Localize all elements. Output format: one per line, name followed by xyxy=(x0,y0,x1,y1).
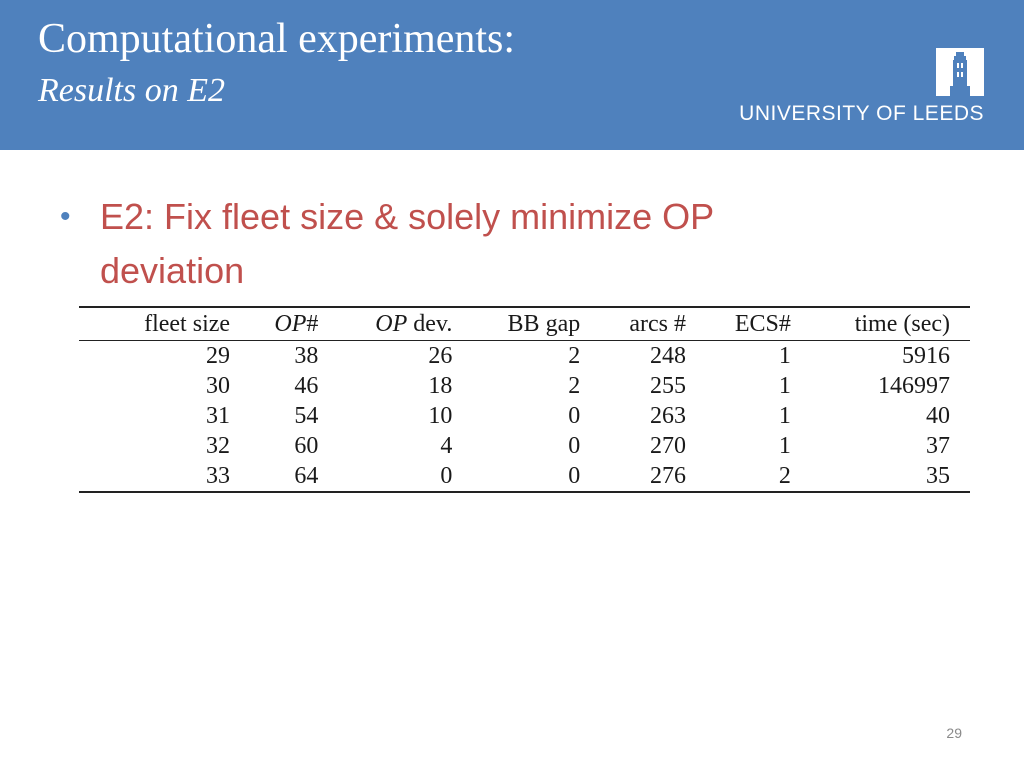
table-row xyxy=(79,431,970,461)
column-header xyxy=(600,307,706,341)
column-header xyxy=(79,307,250,341)
column-header-text: ECS# xyxy=(734,310,791,337)
table-cell: 2 xyxy=(778,462,791,489)
column-header xyxy=(338,307,472,341)
table-cell: 38 xyxy=(294,342,319,369)
table-cell: 0 xyxy=(440,462,453,489)
table-cell: 32 xyxy=(206,432,231,459)
bullet-icon: • xyxy=(60,200,71,233)
table-cell: 1 xyxy=(778,342,791,369)
table-cell: 1 xyxy=(778,432,791,459)
table-cell: 0 xyxy=(568,402,581,429)
table-cell: 270 xyxy=(649,432,686,459)
table-cell: 33 xyxy=(206,462,231,489)
tower-icon xyxy=(936,48,984,96)
column-header-suffix: dev. xyxy=(407,310,453,337)
table-cell: 10 xyxy=(428,402,453,429)
table-cell: 30 xyxy=(206,372,231,399)
table-row xyxy=(79,401,970,431)
table-cell: 276 xyxy=(649,462,686,489)
table-cell: 0 xyxy=(568,462,581,489)
column-header-text: fleet size xyxy=(144,310,231,337)
table-cell: 64 xyxy=(294,462,319,489)
table-row xyxy=(79,371,970,401)
table-cell: 31 xyxy=(206,402,231,429)
column-header-text: BB gap xyxy=(507,310,581,337)
table-cell: 1 xyxy=(778,372,791,399)
column-header-text: arcs # xyxy=(629,310,686,337)
table-cell: 18 xyxy=(428,372,453,399)
table-header-row xyxy=(79,307,970,341)
table-cell: 26 xyxy=(428,342,453,369)
column-header-symbol: OP xyxy=(375,310,408,337)
column-header xyxy=(811,307,970,341)
column-header-symbol: OP xyxy=(274,310,307,337)
table-cell: 263 xyxy=(649,402,686,429)
column-header xyxy=(706,307,811,341)
results-table-container xyxy=(79,306,970,493)
bullet-point xyxy=(60,190,820,298)
table-cell: 2 xyxy=(568,372,581,399)
table-cell: 0 xyxy=(568,432,581,459)
table-cell: 37 xyxy=(926,432,950,459)
university-logo xyxy=(728,48,984,128)
table-cell: 46 xyxy=(294,372,319,399)
table-cell: 5916 xyxy=(902,342,950,369)
slide-title: Computational experiments: xyxy=(38,16,516,62)
column-header xyxy=(250,307,338,341)
university-name: UNIVERSITY OF LEEDS xyxy=(739,102,984,125)
table-cell: 248 xyxy=(649,342,686,369)
bullet-text: E2: Fix fleet size & solely minimize OP deviation xyxy=(100,196,714,291)
table-cell: 29 xyxy=(206,342,231,369)
table-cell: 4 xyxy=(440,432,453,459)
results-table xyxy=(79,306,970,493)
column-header-suffix: # xyxy=(306,310,319,337)
table-cell: 2 xyxy=(568,342,581,369)
page-number: 29 xyxy=(946,725,962,741)
column-header xyxy=(472,307,600,341)
table-cell: 1 xyxy=(778,402,791,429)
slide-subtitle: Results on E2 xyxy=(38,72,225,109)
table-cell: 255 xyxy=(649,372,686,399)
table-body xyxy=(79,341,970,493)
table-cell: 60 xyxy=(294,432,319,459)
table-row xyxy=(79,461,970,492)
table-cell: 146997 xyxy=(878,372,950,399)
column-header-text: time (sec) xyxy=(854,310,950,337)
slide-header xyxy=(0,0,1024,150)
table-cell: 40 xyxy=(926,402,950,429)
table-row xyxy=(79,341,970,372)
table-cell: 54 xyxy=(294,402,319,429)
table-cell: 35 xyxy=(926,462,950,489)
